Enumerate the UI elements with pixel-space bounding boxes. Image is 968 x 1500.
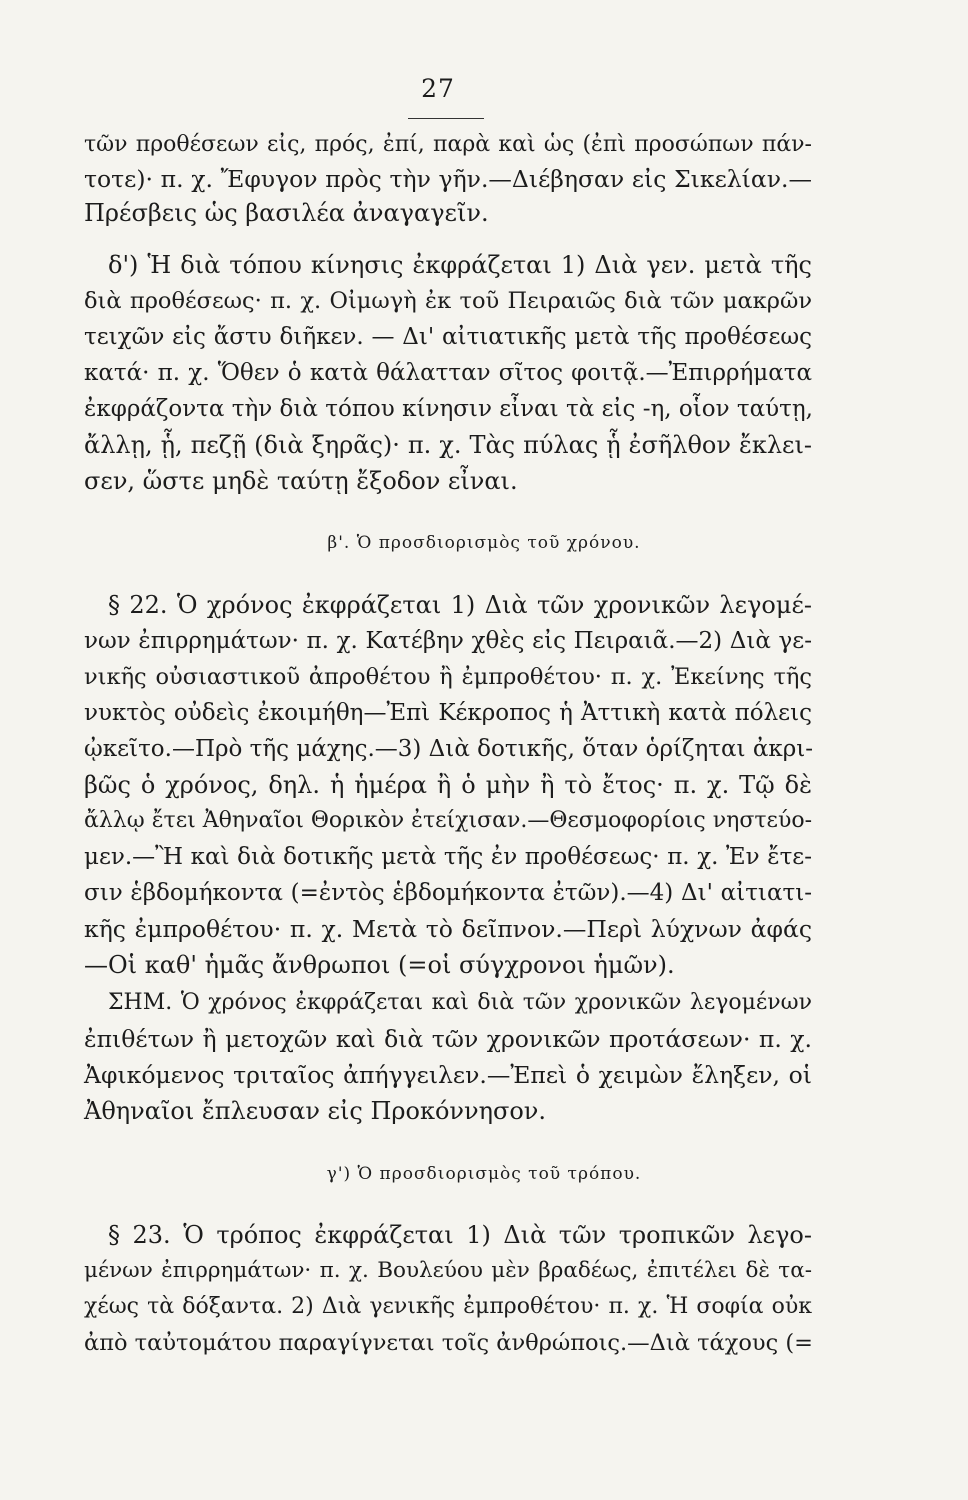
text-line: τειχῶν εἰς ἄστυ διῆκεν. — Δι' αἰτιατικῆς μετὰ τῆς προθέσεως [84,324,812,350]
text-line: βῶς ὁ χρόνος, δηλ. ἡ ἡμέρα ἢ ὁ μὴν ἢ τὸ ἔτος· π. χ. Τῷ δὲ [84,771,812,799]
text-line: —Οἱ καθ' ἡμᾶς ἄνθρωποι (=οἱ σύγχρονοι ἡμῶν). [84,951,675,979]
text-line: μεν.—Ἢ καὶ διὰ δοτικῆς μετὰ τῆς ἐν προθέσεως· π. χ. Ἐν ἔτε- [84,844,812,870]
text-line: ἐκφράζοντα τὴν διὰ τόπου κίνησιν εἶναι τὰ εἰς -η, οἷον ταύτῃ, [84,396,813,422]
text-line: Ἀφικόμενος τριταῖος ἀπήγγειλεν.—Ἐπεὶ ὁ χειμὼν ἔληξεν, οἱ [84,1061,812,1089]
text-line: δ') Ἡ διὰ τόπου κίνησις ἐκφράζεται 1) Διὰ γεν. μετὰ τῆς [108,251,812,279]
section-heading-manner: γ') Ὁ προσδιορισμὸς τοῦ τρόπου. [326,1164,642,1184]
text-line: ἄλλῳ ἔτει Ἀθηναῖοι Θορικὸν ἐτείχισαν.—Θεσμοφορίοις νηστεύο- [84,808,812,833]
text-line: νων ἐπιρρημάτων· π. χ. Κατέβην χθὲς εἰς Πειραιᾶ.—2) Διὰ γε- [84,628,812,654]
text-line: Πρέσβεις ὡς βασιλέα ἀναγαγεῖν. [84,199,489,227]
section-heading-time: β'. Ὁ προσδιορισμὸς τοῦ χρόνου. [327,533,641,553]
text-line: μένων ἐπιρρημάτων· π. χ. Βουλεύου μὲν βραδέως, ἐπιτέλει δὲ τα- [84,1258,812,1283]
text-line: κῆς ἐμπροθέτου· π. χ. Μετὰ τὸ δεῖπνον.—Περὶ λύχνων ἀφάς [84,915,812,943]
text-line: τῶν προθέσεων εἰς, πρός, ἐπί, παρὰ καὶ ὡς (ἐπὶ προσώπων πάν- [84,132,812,157]
text-line: σιν ἑβδομήκοντα (=ἐντὸς ἑβδομήκοντα ἐτῶν).—4) Δι' αἰτιατι- [84,880,812,906]
text-line: χέως τὰ δόξαντα. 2) Διὰ γενικῆς ἐμπροθέτου· π. χ. Ἡ σοφία οὐκ [84,1294,812,1319]
text-line: ΣΗΜ. Ὁ χρόνος ἐκφράζεται καὶ διὰ τῶν χρονικῶν λεγομένων [108,990,812,1015]
text-line: κατά· π. χ. Ὅθεν ὁ κατὰ θάλατταν σῖτος φοιτᾷ.—Ἐπιρρήματα [84,360,812,386]
text-line: ἐπιθέτων ἢ μετοχῶν καὶ διὰ τῶν χρονικῶν προτάσεων· π. χ. [84,1025,812,1053]
text-line: σεν, ὥστε μηδὲ ταύτῃ ἔξοδον εἶναι. [84,467,518,495]
text-line: Ἀθηναῖοι ἔπλευσαν εἰς Προκόννησον. [84,1097,547,1125]
text-line: ᾠκεῖτο.—Πρὸ τῆς μάχης.—3) Διὰ δοτικῆς, ὅταν ὁρίζηται ἀκρι- [84,736,814,762]
text-line: § 22. Ὁ χρόνος ἐκφράζεται 1) Διὰ τῶν χρονικῶν λεγομέ- [108,591,812,619]
page-number-rule [408,118,484,119]
text-line: τοτε)· π. χ. Ἔφυγον πρὸς τὴν γῆν.—Διέβησαν εἰς Σικελίαν.— [84,165,812,193]
text-line: νυκτὸς οὐδεὶς ἐκοιμήθη—Ἐπὶ Κέκροπος ἡ Ἀττικὴ κατὰ πόλεις [84,700,812,726]
page-number: 27 [421,74,455,103]
text-line: διὰ προθέσεως· π. χ. Οἰμωγὴ ἐκ τοῦ Πειραιῶς διὰ τῶν μακρῶν [84,288,812,314]
text-line: § 23. Ὁ τρόπος ἐκφράζεται 1) Διὰ τῶν τροπικῶν λεγο- [108,1221,812,1249]
text-line: ἀπὸ ταὐτομάτου παραγίγνεται τοῖς ἀνθρώποις.—Διὰ τάχους (= [84,1330,813,1356]
text-line: ἄλλῃ, ᾗ, πεζῇ (διὰ ξηρᾶς)· π. χ. Τὰς πύλας ᾗ ἐσῆλθον ἔκλει- [84,431,812,459]
text-line: νικῆς οὐσιαστικοῦ ἀπροθέτου ἢ ἐμπροθέτου· π. χ. Ἐκείνης τῆς [84,664,812,690]
